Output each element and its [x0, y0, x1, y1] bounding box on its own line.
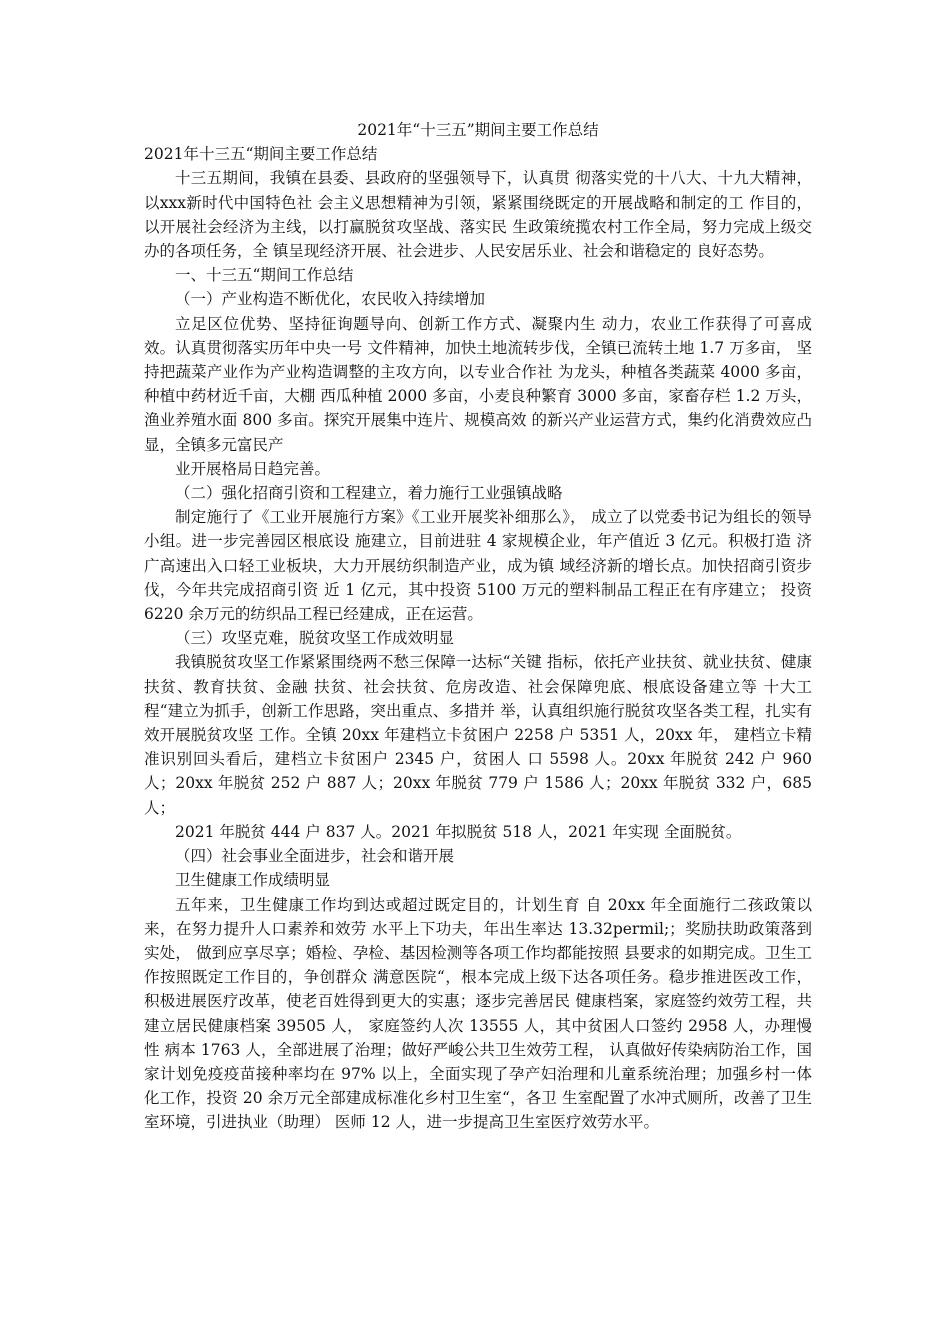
subheading-industry: （一）产业构造不断优化，农民收入持续增加: [175, 290, 486, 309]
intro-paragraph: 十三五期间，我镇在县委、县政府的坚强领导下，认真贯 彻落实党的十八大、十九大精神，以xxx新时代中国特色社 会主义思想精神为引领，紧紧围绕既定的开展战略和制定的工 作目的，以开展社会经济为主线，以打赢脱贫攻坚战、落实民 生政策统揽农村工作全局，努力完成上级交办的各项任务，全 镇呈现经济开展、社会进步、人民安居乐业、社会和谐稳定的 良好态势。: [144, 169, 812, 261]
paragraph-health: 五年来，卫生健康工作均到达或超过既定目的，计划生育 自 20xx 年全面施行二孩政策以来，在努力提升人口素养和效劳 水平上下功夫，年出生率达 13.32permil;；奖励扶助政策落到实处， 做到应享尽享；婚检、孕检、基因检测等各项工作均都能按照 县要求的如期完成。卫生工作按照既定工作目的，争创群众 满意医院“，根本完成上级下达各项任务。稳步推进医改工作， 积极进展医疗改革，使老百姓得到更大的实惠；逐步完善居民 健康档案，家庭签约效劳工程，共建立居民健康档案 39505 人， 家庭签约人次 13555 人，其中贫困人口签约 2958 人，办理慢性 病本 1763 人，全部进展了治理；做好严峻公共卫生效劳工程， 认真做好传染病防治工作，国家计划免疫疫苗接种率均在 97% 以上，全面实现了孕产妇治理和儿童系统治理；加强乡村一体 化工作，投资 20 余万元全部建成标准化乡村卫生室“，各卫 生室配置了水冲式厕所，改善了卫生室环境，引进执业（助理） 医师 12 人，进一步提高卫生室医疗效劳水平。: [144, 895, 812, 1132]
subheading-investment: （二）强化招商引资和工程建立，着力施行工业强镇战略: [175, 484, 563, 503]
paragraph-investment: 制定施行了《工业开展施行方案》《工业开展奖补细那么》， 成立了以党委书记为组长的领导小组。进一步完善园区根底设 施建立，目前进驻 4 家规模企业，年产值近 3 亿元。积极打造 济广高速出入口轻工业板块，大力开展纺织制造产业，成为镇 域经济新的增长点。加快招商引资步伐，今年共完成招商引资 近 1 亿元，其中投资 5100 万元的塑料制品工程正在有序建立； 投资 6220 余万元的纺织品工程已经建成，正在运营。: [144, 508, 812, 624]
paragraph-poverty-cont: 2021 年脱贫 444 户 837 人。2021 年拟脱贫 518 人，2021 年实现 全面脱贫。: [175, 822, 742, 841]
paragraph-industry: 立足区位优势、坚持征询题导向、创新工作方式、凝聚内生 动力，农业工作获得了可喜成效。认真贯彻落实历年中央一号 文件精神，加快土地流转步伐，全镇已流转土地 1.7 万多亩， 坚持把蔬菜产业作为产业构造调整的主攻方向，以专业合作社 为龙头，种植各类蔬菜 4000 多亩， 种植中药材近千亩，大棚 西瓜种植 2000 多亩，小麦良种繁育 3000 多亩，家畜存栏 1.2 万头，渔业养殖水面 800 多亩。探究开展集中连片、规模高效 的新兴产业运营方式，集约化消费效应凸显，全镇多元富民产: [144, 314, 812, 454]
paragraph-industry-cont: 业开展格局日趋完善。: [175, 459, 331, 478]
document-page: [144, 118, 812, 1135]
subheading-social: （四）社会事业全面进步，社会和谐开展: [175, 847, 455, 866]
subheading-health: 卫生健康工作成绩明显: [175, 871, 331, 890]
document-subtitle: 2021年十三五“期间主要工作总结: [144, 145, 378, 164]
subheading-poverty: （三）攻坚克难，脱贫攻坚工作成效明显: [175, 629, 455, 648]
section-heading-1: 一、十三五“期间工作总结: [175, 266, 354, 285]
document-title: 2021年“十三五”期间主要工作总结: [357, 121, 599, 139]
paragraph-poverty: 我镇脱贫攻坚工作紧紧围绕两不愁三保障一达标“关键 指标，依托产业扶贫、就业扶贫、健康扶贫、教育扶贫、金融 扶贫、社会扶贫、危房改造、社会保障兜底、根底设备建立等 十大工程“建立为抓手，创新工作思路，突出重点、多措并 举，认真组织施行脱贫攻坚各类工程，扎实有效开展脱贫攻坚 工作。全镇 20xx 年建档立卡贫困户 2258 户 5351 人，20xx 年， 建档立卡精准识别回头看后，建档立卡贫困户 2345 户，贫困人 口 5598 人。20xx 年脱贫 242 户 960 人；20xx 年脱贫 252 户 887 人；20xx 年脱贫 779 户 1586 人；20xx 年脱贫 332 户，685 人；: [144, 653, 812, 817]
